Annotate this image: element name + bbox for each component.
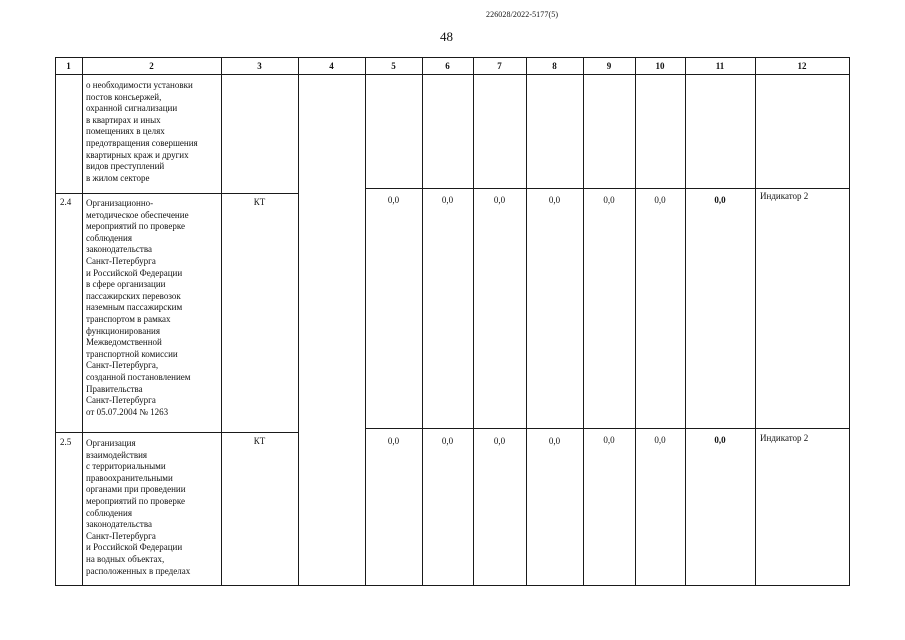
- value-col-5: 0,0: [387, 436, 400, 446]
- header-col-1: 1: [66, 61, 71, 71]
- row-separator-1-right: [365, 188, 849, 189]
- description-line: Организация: [86, 438, 136, 448]
- description-line: функционирования: [86, 325, 160, 336]
- col-line-8: [583, 57, 584, 586]
- indicator-cell: Индикатор 2: [760, 191, 809, 201]
- col-line-0: [55, 57, 56, 586]
- row-number: 2.4: [60, 197, 72, 207]
- header-col-6: 6: [445, 61, 450, 71]
- description-line: правоохранительными: [86, 472, 173, 483]
- row-description: [86, 438, 226, 577]
- description-line: квартирных краж и других: [86, 149, 189, 160]
- description-line: предотвращения совершения: [86, 137, 198, 148]
- description-line: Санкт-Петербурга: [86, 255, 156, 266]
- description-line: соблюдения: [86, 232, 132, 243]
- value-col-8: 0,0: [548, 195, 561, 205]
- description-line: охранной сигнализации: [86, 103, 178, 114]
- value-col-11: 0,0: [714, 195, 726, 205]
- description-line: мероприятий по проверке: [86, 221, 185, 232]
- description-line: наземным пассажирским: [86, 302, 183, 313]
- description-line: методическое обеспечение: [86, 209, 189, 220]
- description-line: созданной постановлением: [86, 371, 191, 382]
- description-line: в жилом секторе: [86, 172, 150, 183]
- description-line: законодательства: [86, 244, 152, 255]
- header-col-12: 12: [797, 61, 807, 71]
- value-col-9: 0,0: [603, 435, 615, 445]
- row-description: [86, 80, 226, 184]
- header-col-2: 2: [149, 61, 154, 71]
- col-line-11: [755, 57, 756, 586]
- description-line: Санкт-Петербурга: [86, 530, 156, 541]
- value-col-7: 0,0: [493, 195, 506, 205]
- description-line: помещениях в целях: [86, 126, 165, 137]
- description-line: на водных объектах,: [86, 553, 165, 564]
- description-line: видов преступлений: [86, 161, 165, 172]
- col-line-5: [422, 57, 423, 586]
- description-line: транспортной комиссии: [86, 348, 178, 359]
- col-line-3: [298, 57, 299, 586]
- description-line: и Российской Федерации: [86, 542, 183, 553]
- col-line-7: [526, 57, 527, 586]
- description-line: Организационно-: [86, 198, 154, 208]
- description-line: соблюдения: [86, 507, 132, 518]
- header-col-11: 11: [715, 61, 725, 71]
- document-id: 226028/2022-5177(5): [486, 10, 559, 19]
- value-col-5: 0,0: [387, 195, 400, 205]
- table-bottom-border: [55, 585, 849, 586]
- description-line: о необходимости установки: [86, 80, 193, 90]
- col-line-12: [849, 57, 850, 586]
- row-separator-1-left: [55, 193, 298, 194]
- description-line: и Российской Федерации: [86, 267, 183, 278]
- description-line: Санкт-Петербурга,: [86, 360, 159, 371]
- executor-cell: КТ: [253, 197, 266, 207]
- description-line: Санкт-Петербурга: [86, 395, 156, 406]
- col-line-6: [473, 57, 474, 586]
- description-line: взаимодействия: [86, 449, 148, 460]
- value-col-6: 0,0: [441, 436, 454, 446]
- description-line: с территориальными: [86, 461, 166, 472]
- header-col-3: 3: [257, 61, 262, 71]
- header-col-10: 10: [655, 61, 665, 71]
- table-top-border: [55, 57, 849, 58]
- header-bottom-border: [55, 74, 849, 75]
- header-col-4: 4: [329, 61, 334, 71]
- description-line: пассажирских перевозок: [86, 290, 181, 301]
- description-line: постов консьержей,: [86, 91, 162, 102]
- header-col-7: 7: [497, 61, 502, 71]
- page-number: 48: [440, 29, 453, 44]
- value-col-7: 0,0: [493, 436, 506, 446]
- description-line: органами при проведении: [86, 484, 186, 495]
- value-col-10: 0,0: [654, 195, 666, 205]
- description-line: в сфере организации: [86, 279, 166, 290]
- description-line: мероприятий по проверке: [86, 495, 185, 506]
- row-description: [86, 198, 226, 418]
- col-line-1: [82, 57, 83, 586]
- description-line: расположенных в пределах: [86, 565, 191, 576]
- value-col-11: 0,0: [714, 435, 726, 445]
- executor-cell: КТ: [253, 436, 266, 446]
- description-line: Правительства: [86, 383, 143, 394]
- col-line-9: [635, 57, 636, 586]
- value-col-6: 0,0: [441, 195, 454, 205]
- col-line-4: [365, 57, 366, 586]
- indicator-cell: Индикатор 2: [760, 433, 809, 443]
- value-col-10: 0,0: [654, 435, 666, 445]
- header-col-8: 8: [552, 61, 557, 71]
- header-col-5: 5: [391, 61, 396, 71]
- value-col-9: 0,0: [603, 195, 615, 205]
- col-line-10: [685, 57, 686, 586]
- header-col-9: 9: [606, 61, 612, 71]
- description-line: транспортом в рамках: [86, 313, 171, 324]
- value-col-8: 0,0: [548, 436, 561, 446]
- description-line: в квартирах и иных: [86, 114, 161, 125]
- description-line: Межведомственной: [86, 337, 162, 348]
- description-line: законодательства: [86, 519, 152, 530]
- description-line: от 05.07.2004 № 1263: [86, 406, 169, 417]
- row-separator-2-right: [365, 428, 849, 429]
- row-separator-2-left: [55, 432, 298, 433]
- row-number: 2.5: [60, 437, 72, 447]
